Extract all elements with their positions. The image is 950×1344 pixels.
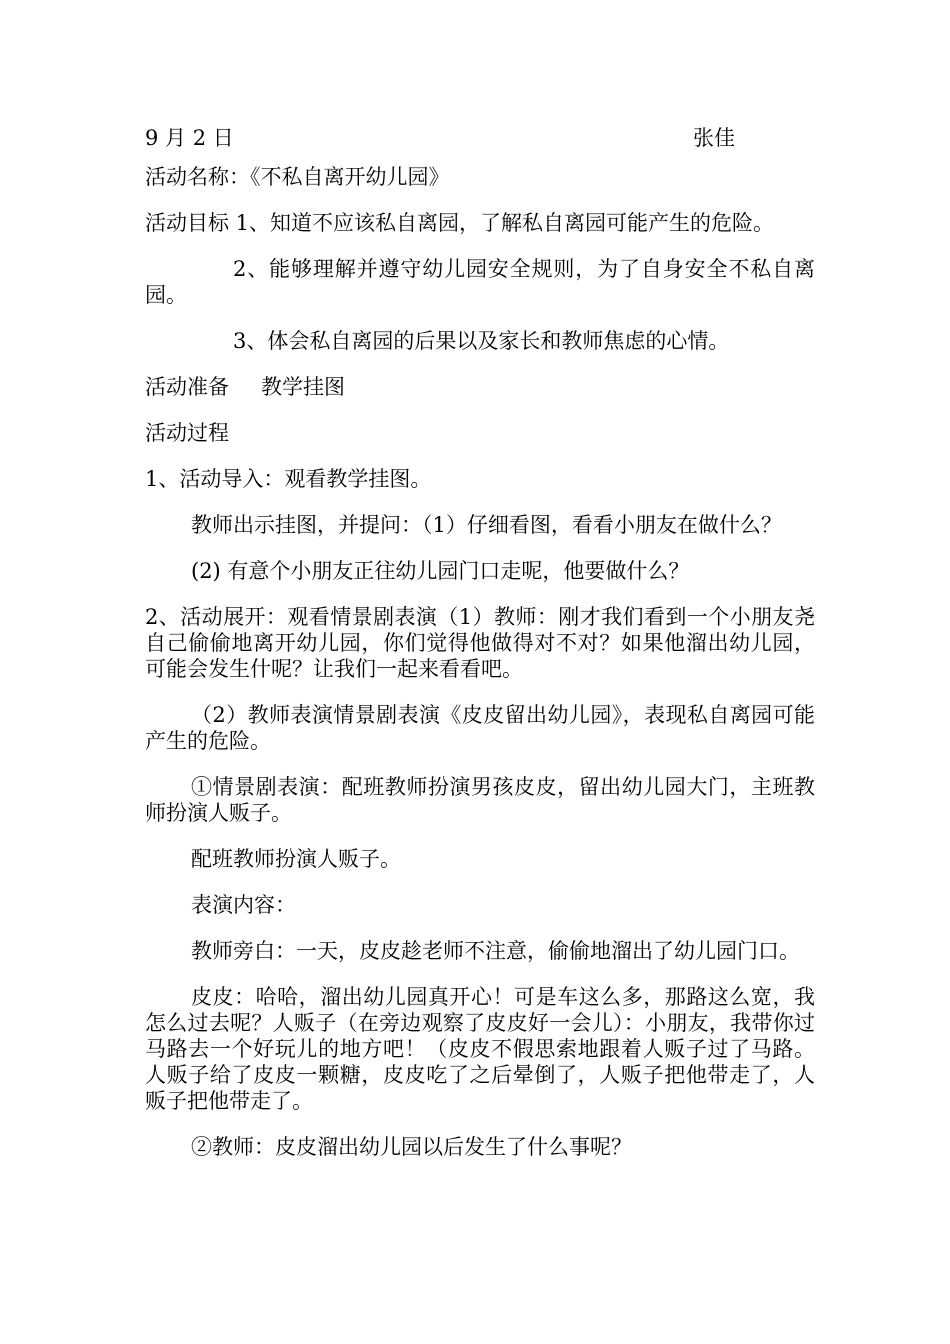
step2-paragraph-7: 皮皮：哈哈，溜出幼儿园真开心！可是车这么多，那路这么宽，我怎么过去呢？人贩子（在旁边观察了皮皮好一会儿）：小朋友，我带你过马路去一个好玩儿的地方吧！（皮皮不假思索地跟着人贩子过了马路。人贩子给了皮皮一颗糖，皮皮吃了之后晕倒了，人贩子把他带走了，人贩子把他带走了。 [145, 985, 815, 1113]
process-title: 活动过程 [145, 421, 229, 445]
activity-preparation [145, 374, 815, 400]
step2-paragraph-8: ②教师：皮皮溜出幼儿园以后发生了什么事呢？ [191, 1135, 632, 1159]
activity-goal-1: 活动目标 1、知道不应该私自离园，了解私自离园可能产生的危险。 [145, 211, 775, 235]
activity-goal-3: 3、体会私自离园的后果以及家长和教师焦虑的心情。 [233, 329, 730, 353]
step2-paragraph-2: （2）教师表演情景剧表演《皮皮留出幼儿园》，表现私自离园可能产生的危险。 [145, 703, 815, 753]
date: 9 月 2 日 [145, 126, 234, 150]
preparation-value: 教学挂图 [261, 375, 345, 399]
preparation-label: 活动准备 [145, 375, 229, 399]
author-name: 张佳 [693, 126, 735, 150]
header-row [145, 118, 815, 150]
step1-question-2: (2) 有意个小朋友正往幼儿园门口走呢，他要做什么？ [191, 559, 690, 583]
step1-question-1: 教师出示挂图，并提问：（1）仔细看图，看看小朋友在做什么？ [191, 513, 782, 537]
step2-intro: 2、活动展开：观看情景剧表演（1）教师：刚才我们看到一个小朋友尧自己偷偷地离开幼儿园，你们觉得他做得对不对？如果他溜出幼儿园，可能会发生什呢？让我们一起来看看吧。 [145, 605, 815, 681]
document-page [145, 118, 815, 1180]
step2-paragraph-6: 教师旁白：一天，皮皮趁老师不注意，偷偷地溜出了幼儿园门口。 [191, 939, 800, 963]
step2-paragraph-5: 表演内容： [191, 893, 296, 917]
activity-name: 活动名称：《不私自离开幼儿园》 [145, 165, 450, 189]
step1-title: 1、活动导入：观看教学挂图。 [145, 467, 432, 491]
activity-goal-2: 2、能够理解并遵守幼儿园安全规则，为了自身安全不私自离园。 [145, 257, 815, 307]
step2-paragraph-4: 配班教师扮演人贩子。 [191, 847, 401, 871]
step2-paragraph-3: ①情景剧表演：配班教师扮演男孩皮皮，留出幼儿园大门，主班教师扮演人贩子。 [145, 775, 815, 825]
